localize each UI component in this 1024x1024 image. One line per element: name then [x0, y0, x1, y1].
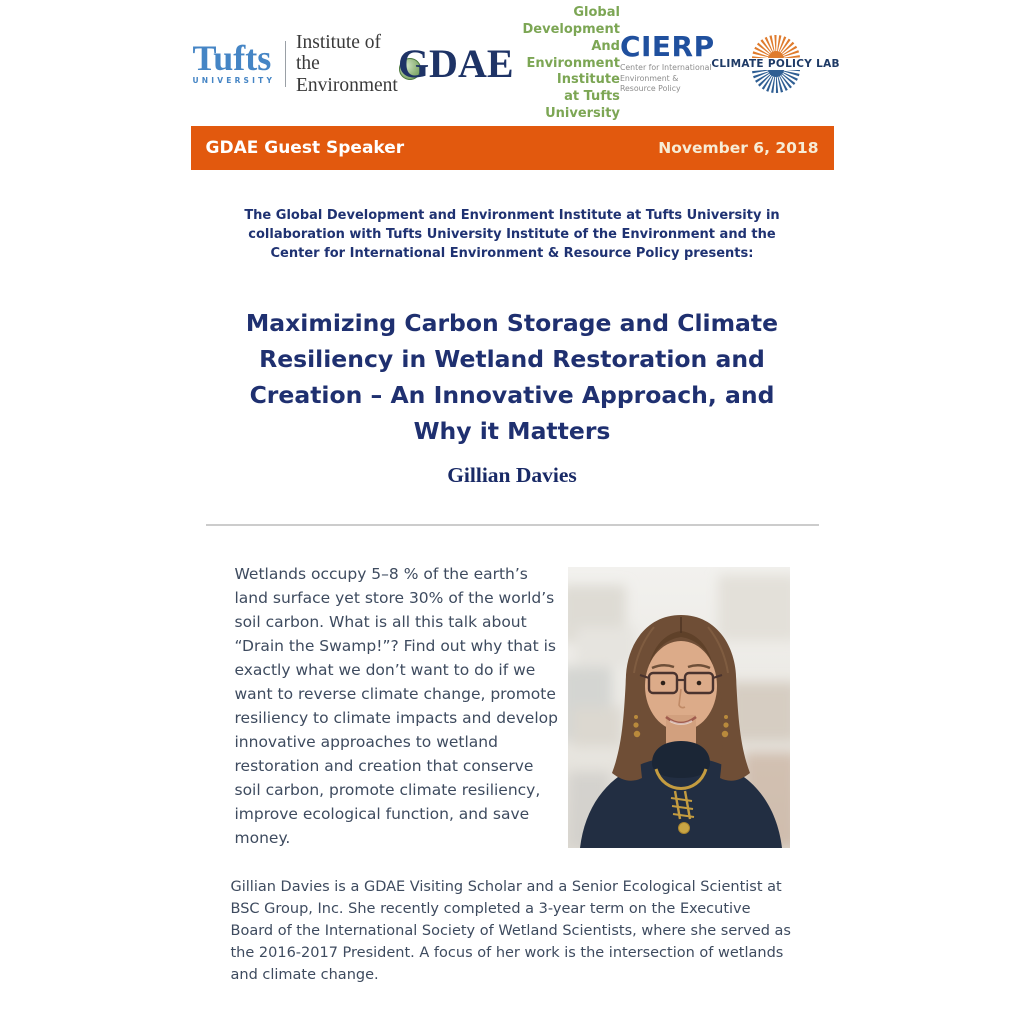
tufts-wordmark-text: Tufts — [192, 37, 272, 78]
speaker-portrait-illustration — [568, 567, 790, 848]
sunburst-bottom-icon — [716, 70, 836, 96]
ioe-line1: Institute of the — [296, 32, 382, 75]
intro-text: The Global Development and Environment Institute at Tufts University in collaboration with Tufts University Institute of the Environment and the Center for International Environment & Resource Policy presents: — [244, 208, 780, 261]
gdae-logo[interactable] — [398, 5, 620, 123]
gdae-line2: Environment Institute — [526, 55, 620, 88]
cierp-subtitle — [620, 63, 715, 95]
tufts-institute-environment-logo[interactable] — [193, 32, 398, 95]
cierp-logo[interactable] — [619, 30, 715, 95]
section-divider — [206, 524, 819, 526]
email-body — [191, 0, 840, 986]
banner-title: GDAE Guest Speaker — [205, 138, 405, 158]
sunburst-top-icon — [716, 32, 836, 58]
speaker-bio: Gillian Davies is a GDAE Visiting Scholar and a Senior Ecological Scientist at BSC Group, Inc. She recently completed a 3-year term on the Executive Board of the International Society of Wetland Scientists, where she served as the 2016-2017 President. A focus of her work is the intersection of wetlands and climate change. — [230, 879, 791, 983]
cierp-line2: Environment & Resource Policy — [619, 73, 681, 94]
gdae-acronym: GDAE — [397, 41, 514, 86]
tufts-wordmark — [192, 37, 276, 86]
logo-bar — [191, 4, 840, 122]
banner — [191, 126, 834, 170]
ioe-line2: Environment — [296, 74, 398, 96]
gdae-line1: Global Development And — [522, 4, 620, 54]
gdae-wordmark — [397, 41, 514, 86]
climate-policy-lab-logo[interactable] — [711, 32, 840, 97]
banner-date: November 6, 2018 — [658, 139, 819, 157]
tufts-university-text: UNIVERSITY — [192, 76, 276, 86]
cierp-acronym: CIERP — [619, 30, 715, 64]
event-title: Maximizing Carbon Storage and Climate Resiliency in Wetland Restoration and Creation – An Innovative Approach, and Why it Matters — [245, 309, 779, 445]
gdae-line3: at Tufts University — [545, 89, 620, 122]
event-description: Wetlands occupy 5–8 % of the earth’s land surface yet store 30% of the world’s soil carbon. What is all this talk about “Drain the Swamp!”? Find out why that is exactly what we don’t want to do if we want to reverse climate change, promote resiliency to climate impacts and develop innovative approaches to wetland restoration and creation that conserve soil carbon, promote climate resiliency, improve ecological function, and save money. — [234, 565, 558, 847]
content-row — [235, 562, 790, 850]
climate-policy-lab-text: CLIMATE POLICY LAB — [711, 57, 840, 70]
gdae-institute-text — [523, 5, 620, 123]
speaker-name: Gillian Davies — [447, 463, 577, 487]
logo-divider — [285, 41, 286, 87]
speaker-photo — [568, 567, 790, 848]
cierp-line1: Center for International — [619, 63, 712, 73]
institute-of-environment-text — [296, 32, 398, 95]
